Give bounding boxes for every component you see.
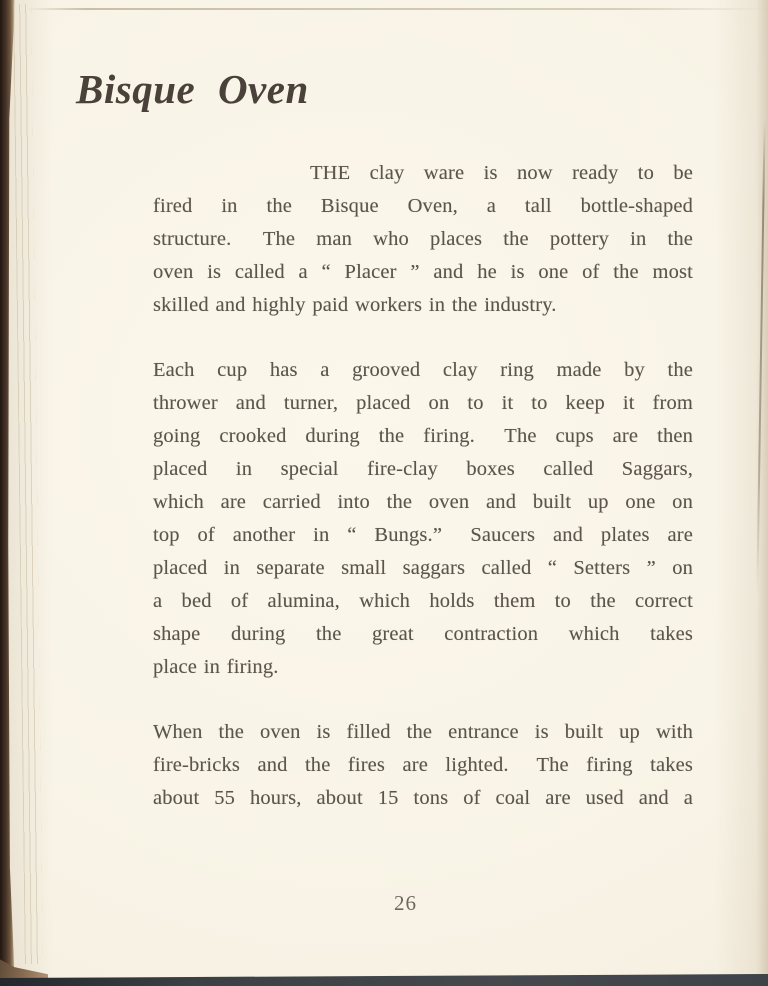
page-title: Bisque Oven <box>76 66 309 112</box>
text-line: a bed of alumina, which holds them to the correct <box>153 590 693 612</box>
text-line: structure. The man who places the pottery in the <box>153 228 693 250</box>
paragraph <box>153 716 693 815</box>
text-block <box>153 157 693 815</box>
bottom-shadow <box>0 974 768 986</box>
text-line: skilled and highly paid workers in the industry. <box>153 294 557 316</box>
text-line: fired in the Bisque Oven, a tall bottle-shaped <box>153 195 693 217</box>
text-line: placed in special fire-clay boxes called Saggars, <box>153 458 693 480</box>
page-top-crease <box>26 8 768 10</box>
text-line: THE clay ware is now ready to be <box>310 162 693 184</box>
text-line: shape during the great contraction which takes <box>153 623 693 645</box>
text-line: going crooked during the firing. The cups are then <box>153 425 693 447</box>
page-number: 26 <box>394 891 417 915</box>
text-line: When the oven is filled the entrance is built up with <box>153 721 693 743</box>
text-line: about 55 hours, about 15 tons of coal are used and a <box>153 787 693 809</box>
text-line: which are carried into the oven and built up one on <box>153 491 693 513</box>
text-line: top of another in “ Bungs.” Saucers and plates are <box>153 524 693 546</box>
text-line: fire-bricks and the fires are lighted. The firing takes <box>153 754 693 776</box>
paragraph <box>153 354 693 684</box>
paragraph <box>153 157 693 322</box>
text-line: Each cup has a grooved clay ring made by the <box>153 359 693 381</box>
text-line: thrower and turner, placed on to it to keep it from <box>153 392 693 414</box>
text-line: placed in separate small saggars called “ Setters ” on <box>153 557 693 579</box>
page-edge-lines <box>13 4 43 964</box>
text-line: oven is called a “ Placer ” and he is one of the most <box>153 261 693 283</box>
text-line: place in firing. <box>153 656 279 678</box>
book-cover-edge <box>0 0 15 986</box>
